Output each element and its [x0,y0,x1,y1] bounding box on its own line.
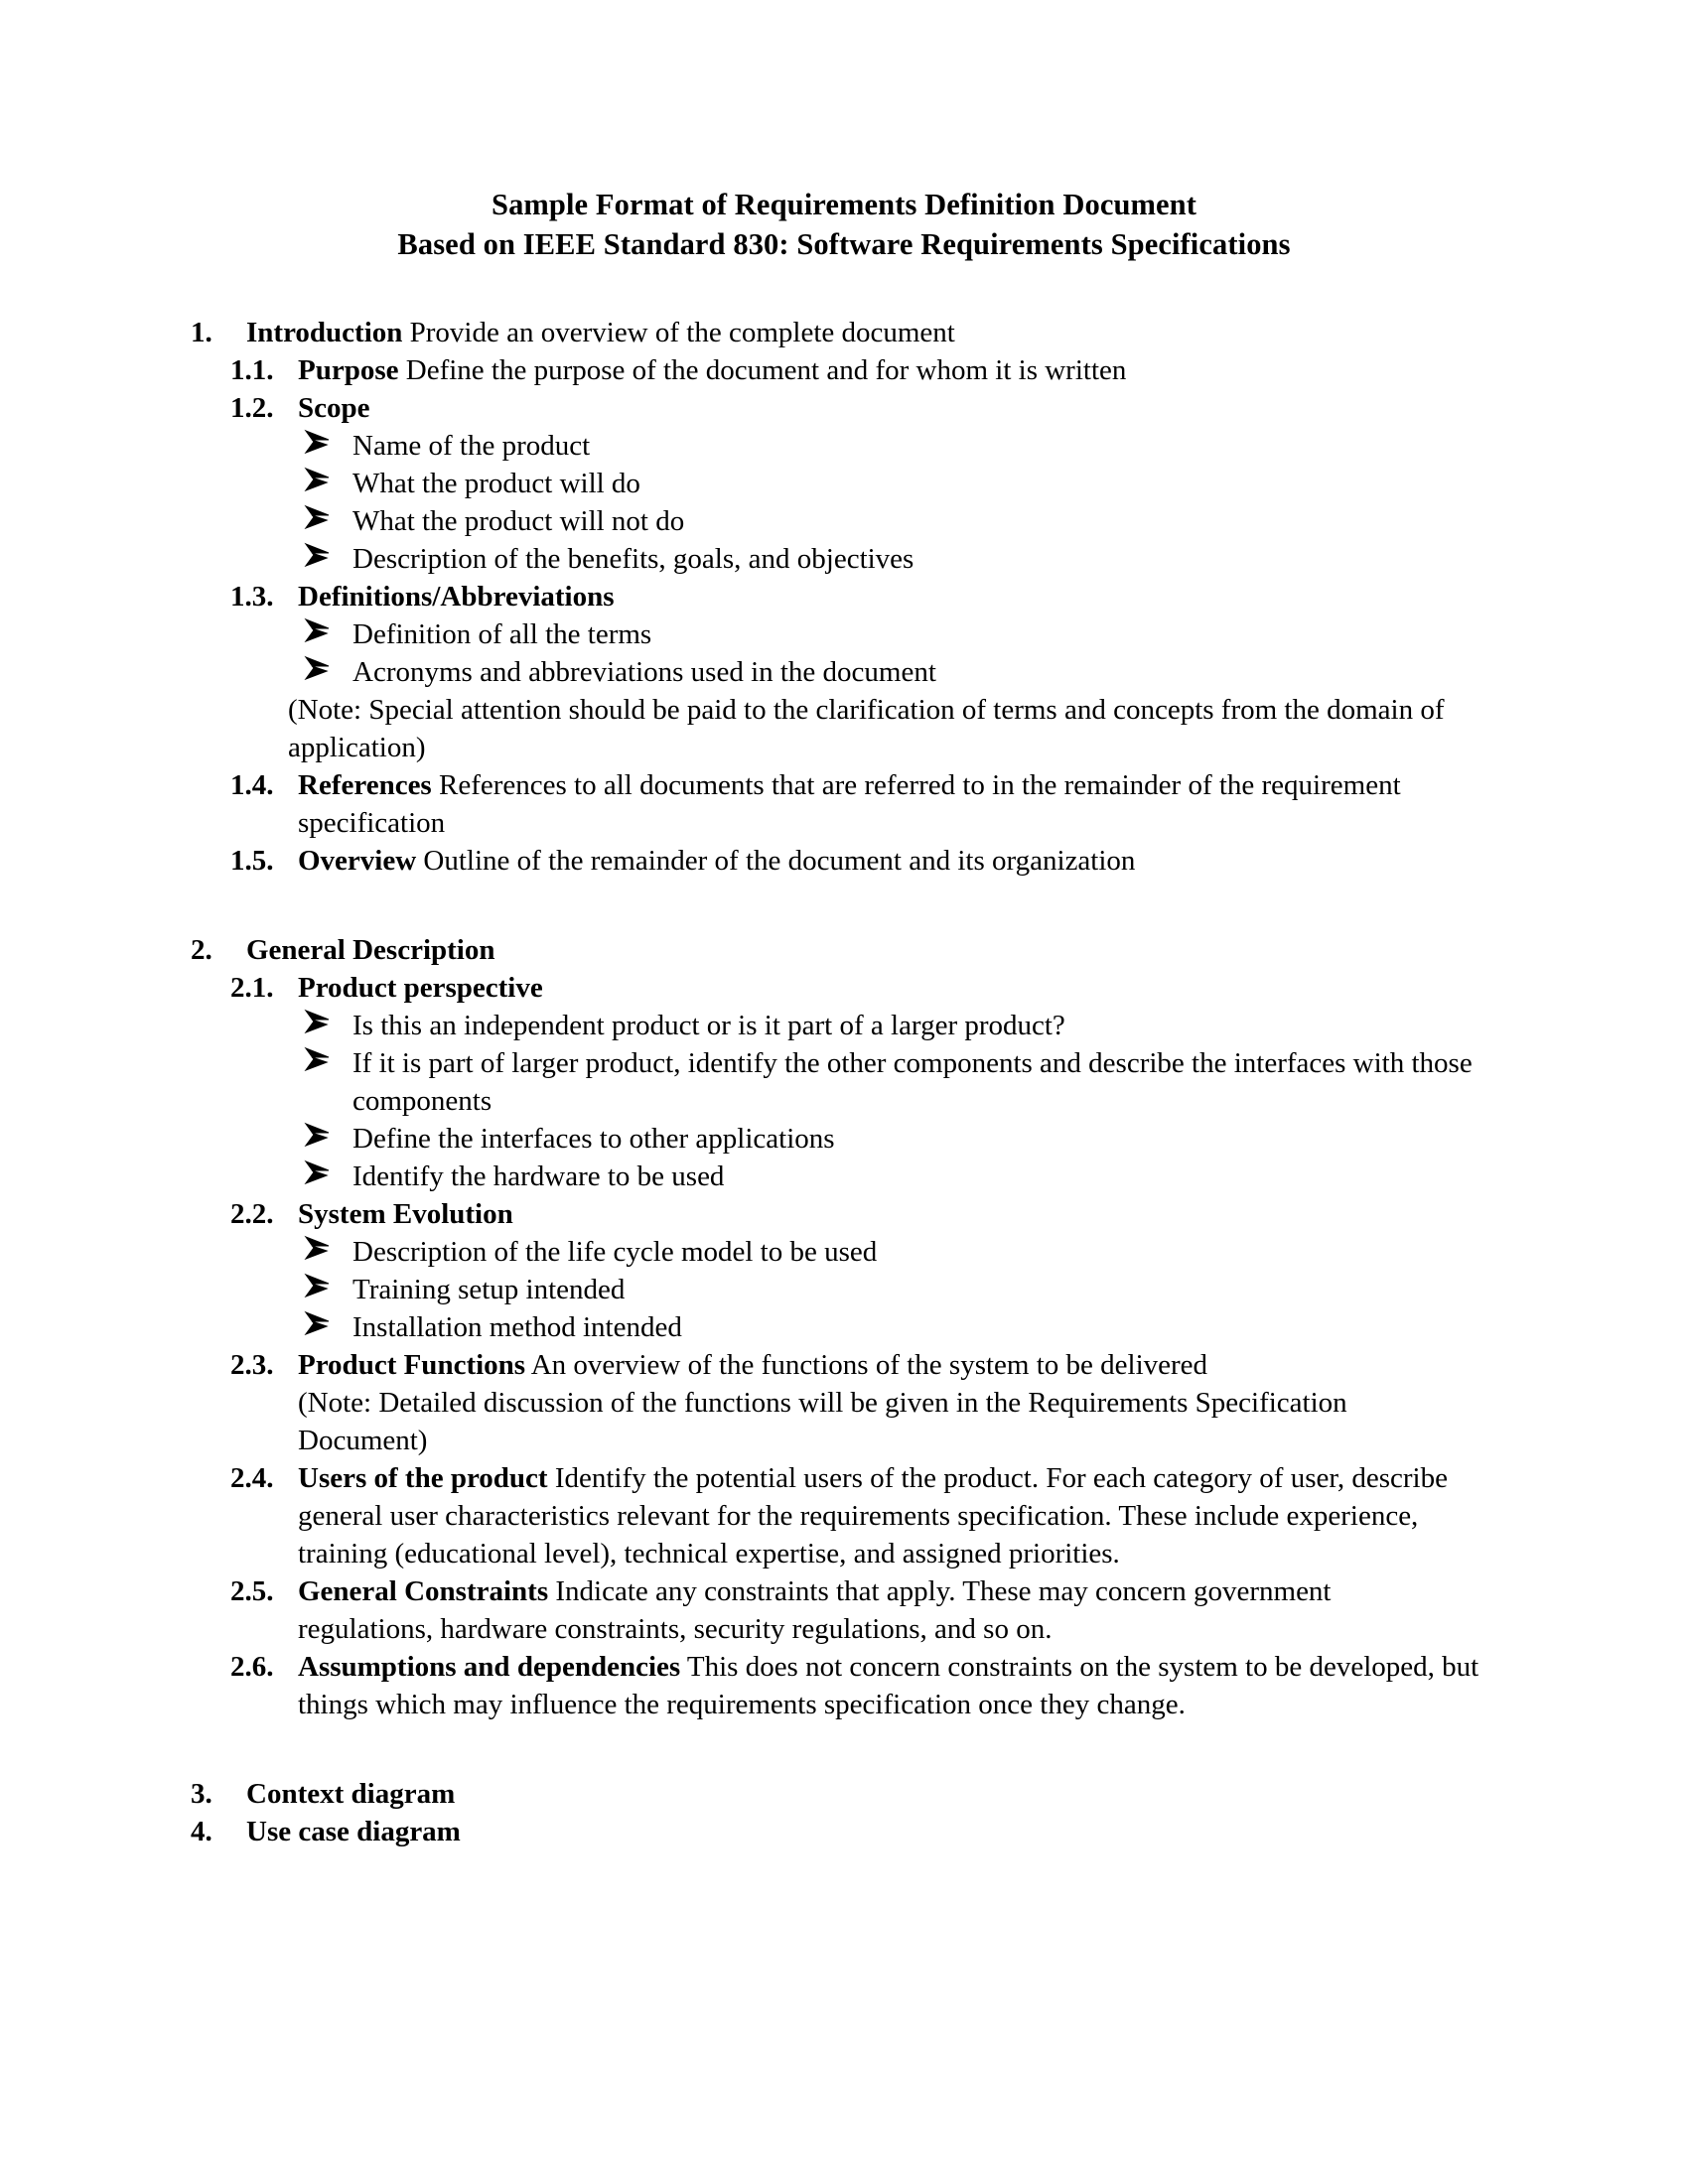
spacer [0,1723,1688,1761]
section-1-5-number: 1.5. [230,845,274,877]
section-2-text [246,931,1428,969]
section-1-number: 1. [191,317,212,348]
arrowhead-right-icon [303,1006,337,1035]
section-1-1-purpose [0,351,1688,389]
spacer [0,302,1688,314]
section-2-2-system-evolution [0,1195,1688,1233]
section-1-2-heading: Scope [298,392,370,424]
list-item-label: What the product will not do [352,505,685,537]
title-line-2: Based on IEEE Standard 830: Software Requirements Specifications [397,227,1291,261]
arrowhead-right-icon [303,1232,337,1262]
document-body [0,185,1688,1850]
section-2-4-number: 2.4. [230,1462,274,1494]
section-3-context-diagram [0,1775,1688,1813]
section-1-text [246,314,1428,351]
list-item [0,1233,1688,1271]
section-1-4-trailing: References to all documents that are referred to in the remainder of the requirement specification [298,769,1401,839]
arrowhead-right-icon [303,1119,337,1149]
list-item-label: Definition of all the terms [352,618,652,650]
list-item [0,653,1688,691]
section-2-2-number: 2.2. [230,1198,274,1230]
section-4-text [246,1813,1428,1850]
arrowhead-right-icon [303,426,337,456]
section-2-3-heading: Product Functions [298,1349,526,1381]
spacer [0,880,1688,917]
note-text: (Note: Detailed discussion of the functions will be given in the Requirements Specification Document) [298,1387,1347,1456]
section-3-number: 3. [191,1778,212,1810]
list-item-label: Identify the hardware to be used [352,1160,725,1192]
section-2-4-heading: Users of the product [298,1462,548,1494]
list-item-label: If it is part of larger product, identify the other components and describe the interfaces with those components [352,1047,1473,1117]
section-1-3-heading: Definitions/Abbreviations [298,581,615,613]
section-2-6-text [298,1648,1479,1723]
list-item-label: Define the interfaces to other applications [352,1123,835,1155]
list-item [0,1271,1688,1308]
section-2-2-text [298,1195,1479,1233]
list-item-label: Acronyms and abbreviations used in the document [352,656,936,688]
list-item [0,1044,1688,1120]
section-2-6-number: 2.6. [230,1651,274,1683]
section-2-3-product-functions [0,1346,1688,1384]
list-item [0,465,1688,502]
arrowhead-right-icon [303,539,337,569]
section-4-heading: Use case diagram [246,1816,461,1847]
section-1-4-number: 1.4. [230,769,274,801]
title-line-1: Sample Format of Requirements Definition Document [492,188,1196,221]
section-1-1-number: 1.1. [230,354,274,386]
section-4-number: 4. [191,1816,212,1847]
spacer [0,1761,1688,1775]
section-2-6-heading: Assumptions and dependencies [298,1651,681,1683]
section-2-6-trailing: This does not concern constraints on the system to be developed, but things which may influence the requirements specification once they change. [298,1651,1479,1720]
list-item-label: Is this an independent product or is it part of a larger product? [352,1010,1065,1041]
list-item-label: Training setup intended [352,1274,626,1305]
section-1-trailing: Provide an overview of the complete document [402,317,955,348]
list-item [0,1007,1688,1044]
section-4-use-case-diagram [0,1813,1688,1850]
section-1-4-references [0,766,1688,842]
arrowhead-right-icon [303,1043,337,1073]
section-1-5-text [298,842,1479,880]
section-1-3-number: 1.3. [230,581,274,613]
section-2-1-product-perspective [0,969,1688,1007]
list-item-label: Installation method intended [352,1311,682,1343]
section-2-number: 2. [191,934,212,966]
section-1-4-heading: References [298,769,432,801]
arrowhead-right-icon [303,1270,337,1299]
arrowhead-right-icon [303,464,337,493]
spacer [0,917,1688,931]
section-2-4-text [298,1459,1479,1572]
list-item [0,502,1688,540]
section-2-1-heading: Product perspective [298,972,543,1004]
section-2-3-trailing: An overview of the functions of the system to be delivered [525,1349,1208,1381]
section-2-3-number: 2.3. [230,1349,274,1381]
section-2-4-users-of-the-product [0,1459,1688,1572]
section-1-4-text [298,766,1479,842]
section-1-3-note [0,691,1688,766]
section-1-5-trailing: Outline of the remainder of the document and its organization [416,845,1136,877]
section-3-text [246,1775,1428,1813]
list-item-label: Name of the product [352,430,591,462]
note-text: (Note: Special attention should be paid to the clarification of terms and concepts from the domain of application) [288,694,1445,763]
arrowhead-right-icon [303,1157,337,1186]
list-item-label: Description of the life cycle model to be used [352,1236,878,1268]
section-1-heading: Introduction [246,317,403,348]
section-1-3-definitions [0,578,1688,615]
section-2-2-heading: System Evolution [298,1198,513,1230]
list-item-label: What the product will do [352,468,640,499]
list-item-label: Description of the benefits, goals, and objectives [352,543,914,575]
section-2-1-number: 2.1. [230,972,274,1004]
arrowhead-right-icon [303,501,337,531]
list-item [0,1120,1688,1158]
section-2-5-number: 2.5. [230,1575,274,1607]
list-item [0,427,1688,465]
section-1-2-number: 1.2. [230,392,274,424]
section-2-5-general-constraints [0,1572,1688,1648]
section-2-5-text [298,1572,1425,1648]
section-2-4-trailing: Identify the potential users of the product. For each category of user, describe general user characteristics relevant for the requirements specification. These include experience, training (educational level), technical expertise, and assigned priorities. [298,1462,1448,1570]
section-1-2-text [298,389,1479,427]
arrowhead-right-icon [303,652,337,682]
section-1-5-overview [0,842,1688,880]
section-1-1-text [298,351,1479,389]
section-1-1-trailing: Define the purpose of the document and for whom it is written [398,354,1127,386]
list-item [0,1308,1688,1346]
section-2-1-text [298,969,1479,1007]
section-2-5-heading: General Constraints [298,1575,549,1607]
section-2-3-text [298,1346,1479,1384]
section-1-5-heading: Overview [298,845,417,877]
spacer [0,264,1688,302]
section-1-1-heading: Purpose [298,354,399,386]
section-1-2-scope [0,389,1688,427]
list-item [0,540,1688,578]
section-2-general-description [0,931,1688,969]
section-2-3-note [0,1384,1688,1459]
list-item [0,1158,1688,1195]
section-2-5-trailing: Indicate any constraints that apply. These may concern government regulations, hardware constraints, security regulations, and so on. [298,1575,1332,1645]
document-title [0,185,1688,264]
arrowhead-right-icon [303,1307,337,1337]
section-2-heading: General Description [246,934,495,966]
section-2-6-assumptions-and-dependencies [0,1648,1688,1723]
section-1-introduction [0,314,1688,351]
arrowhead-right-icon [303,614,337,644]
section-1-3-text [298,578,1479,615]
list-item [0,615,1688,653]
section-3-heading: Context diagram [246,1778,456,1810]
